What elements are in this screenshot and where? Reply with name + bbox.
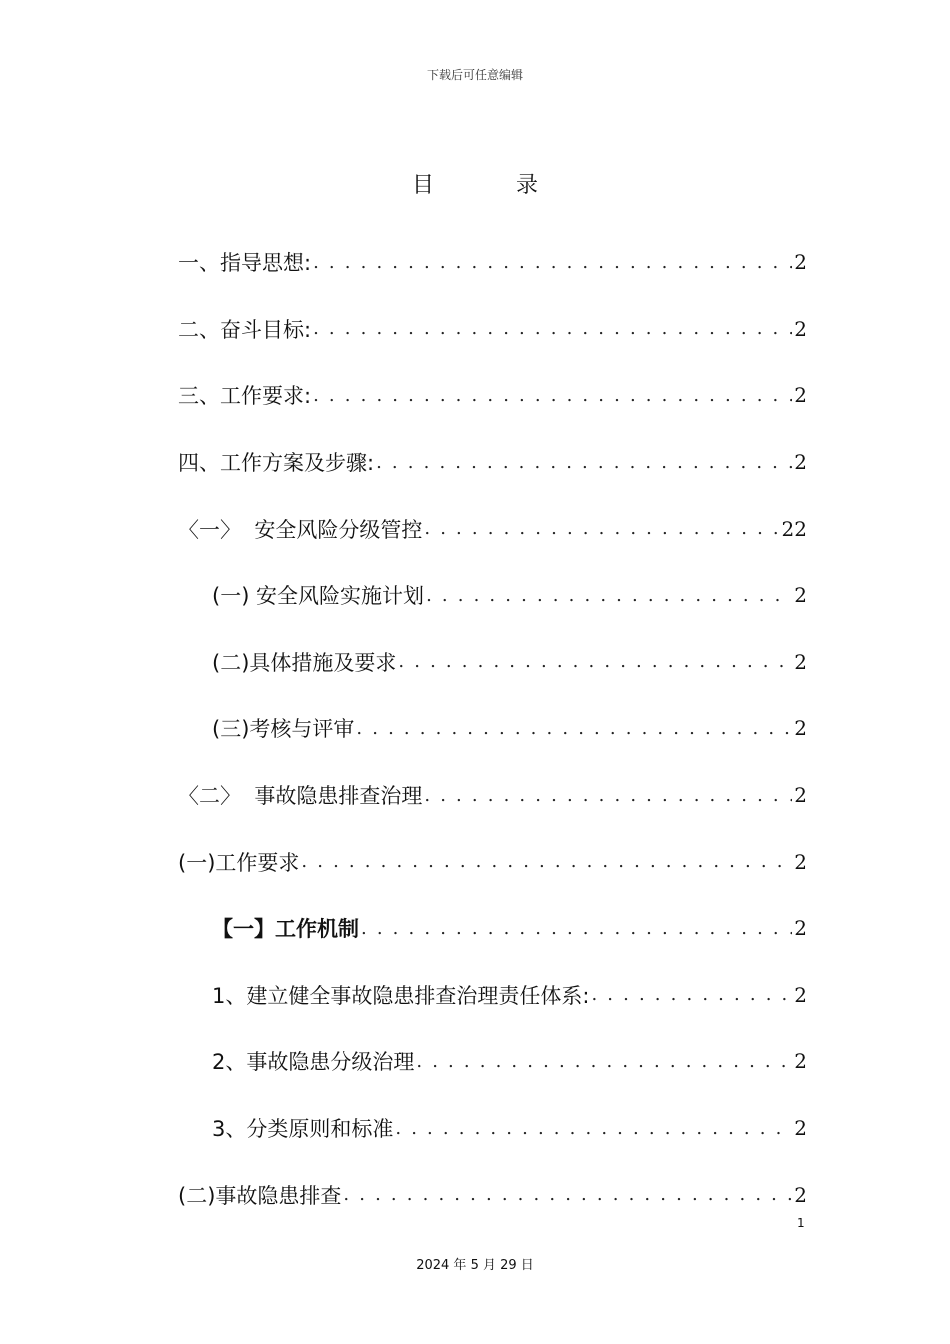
toc-entry-text: (二)具体措施及要求 [212,650,397,675]
toc-title [0,168,950,199]
toc-entry-text: (三)考核与评审 [212,717,355,742]
toc-entry[interactable] [178,562,807,629]
toc-entry-text: 2、事故隐患分级治理 [212,1050,415,1075]
toc-entry-text: 〈一〉 安全风险分级管控 [178,517,423,542]
toc-dot-leader [313,385,792,406]
toc-entry-page: 2 [794,383,807,408]
toc-dot-leader [426,585,792,606]
toc-entry-text: (一) 安全风险实施计划 [212,584,425,609]
toc-entry-text: (一)工作要求 [178,850,300,875]
toc-entry[interactable] [178,895,807,962]
toc-dot-leader [398,651,792,672]
toc-dot-leader [301,851,792,872]
toc-entry-text: 二、奋斗目标: [178,317,312,342]
toc-entry-page: 2 [794,916,807,941]
toc-dot-leader [313,318,792,339]
toc-entry[interactable] [178,629,807,696]
toc-dot-leader [395,1118,792,1139]
toc-entry[interactable] [178,296,807,363]
toc-entry-page: 2 [794,649,807,674]
toc-entry[interactable] [178,1161,807,1228]
page-number: 1 [797,1216,805,1230]
toc-title-char-1: 目 [411,173,434,198]
toc-entry-page: 2 [794,250,807,275]
toc-entry-page: 2 [794,783,807,808]
toc-entry-text: 1、建立健全事故隐患排查治理责任体系: [212,983,590,1008]
toc-entry-page: 2 [794,716,807,741]
toc-dot-leader [591,984,792,1005]
toc-entry[interactable] [178,429,807,496]
toc-entry[interactable] [178,1028,807,1095]
toc-dot-leader [416,1051,792,1072]
toc-entry-page: 22 [781,516,807,541]
toc-entry[interactable] [178,1095,807,1162]
toc-entry[interactable] [178,362,807,429]
toc-entry-text: 【一】工作机制 [212,917,359,942]
toc-entry-page: 2 [794,849,807,874]
toc-dot-leader [356,718,792,739]
toc-entry[interactable] [178,962,807,1029]
toc-dot-leader [424,518,779,539]
toc-entry-page: 2 [794,583,807,608]
toc-entry[interactable] [178,229,807,296]
toc-entry-text: 一、指导思想: [178,251,312,276]
toc-entry-page: 2 [794,982,807,1007]
table-of-contents [178,229,807,1228]
toc-entry-page: 2 [794,1182,807,1207]
toc-entry-page: 2 [794,1049,807,1074]
toc-entry-text: 〈二〉 事故隐患排查治理 [178,784,423,809]
toc-title-char-2: 录 [516,173,539,198]
toc-entry-page: 2 [794,1116,807,1141]
toc-dot-leader [313,252,792,273]
toc-entry-text: 三、工作要求: [178,384,312,409]
toc-dot-leader [361,918,792,939]
page-header: 下载后可任意编辑 [426,68,523,82]
toc-entry[interactable] [178,695,807,762]
toc-entry-page: 2 [794,450,807,475]
toc-dot-leader [376,452,792,473]
toc-entry[interactable] [178,762,807,829]
toc-entry-text: (二)事故隐患排查 [178,1183,342,1208]
toc-entry-text: 3、分类原则和标准 [212,1117,394,1142]
toc-dot-leader [424,785,792,806]
toc-entry[interactable] [178,828,807,895]
page-footer-date: 2024 年 5 月 29 日 [416,1258,534,1273]
toc-dot-leader [343,1184,792,1205]
toc-entry-text: 四、工作方案及步骤: [178,451,375,476]
toc-entry-page: 2 [794,316,807,341]
toc-entry[interactable] [178,495,807,562]
